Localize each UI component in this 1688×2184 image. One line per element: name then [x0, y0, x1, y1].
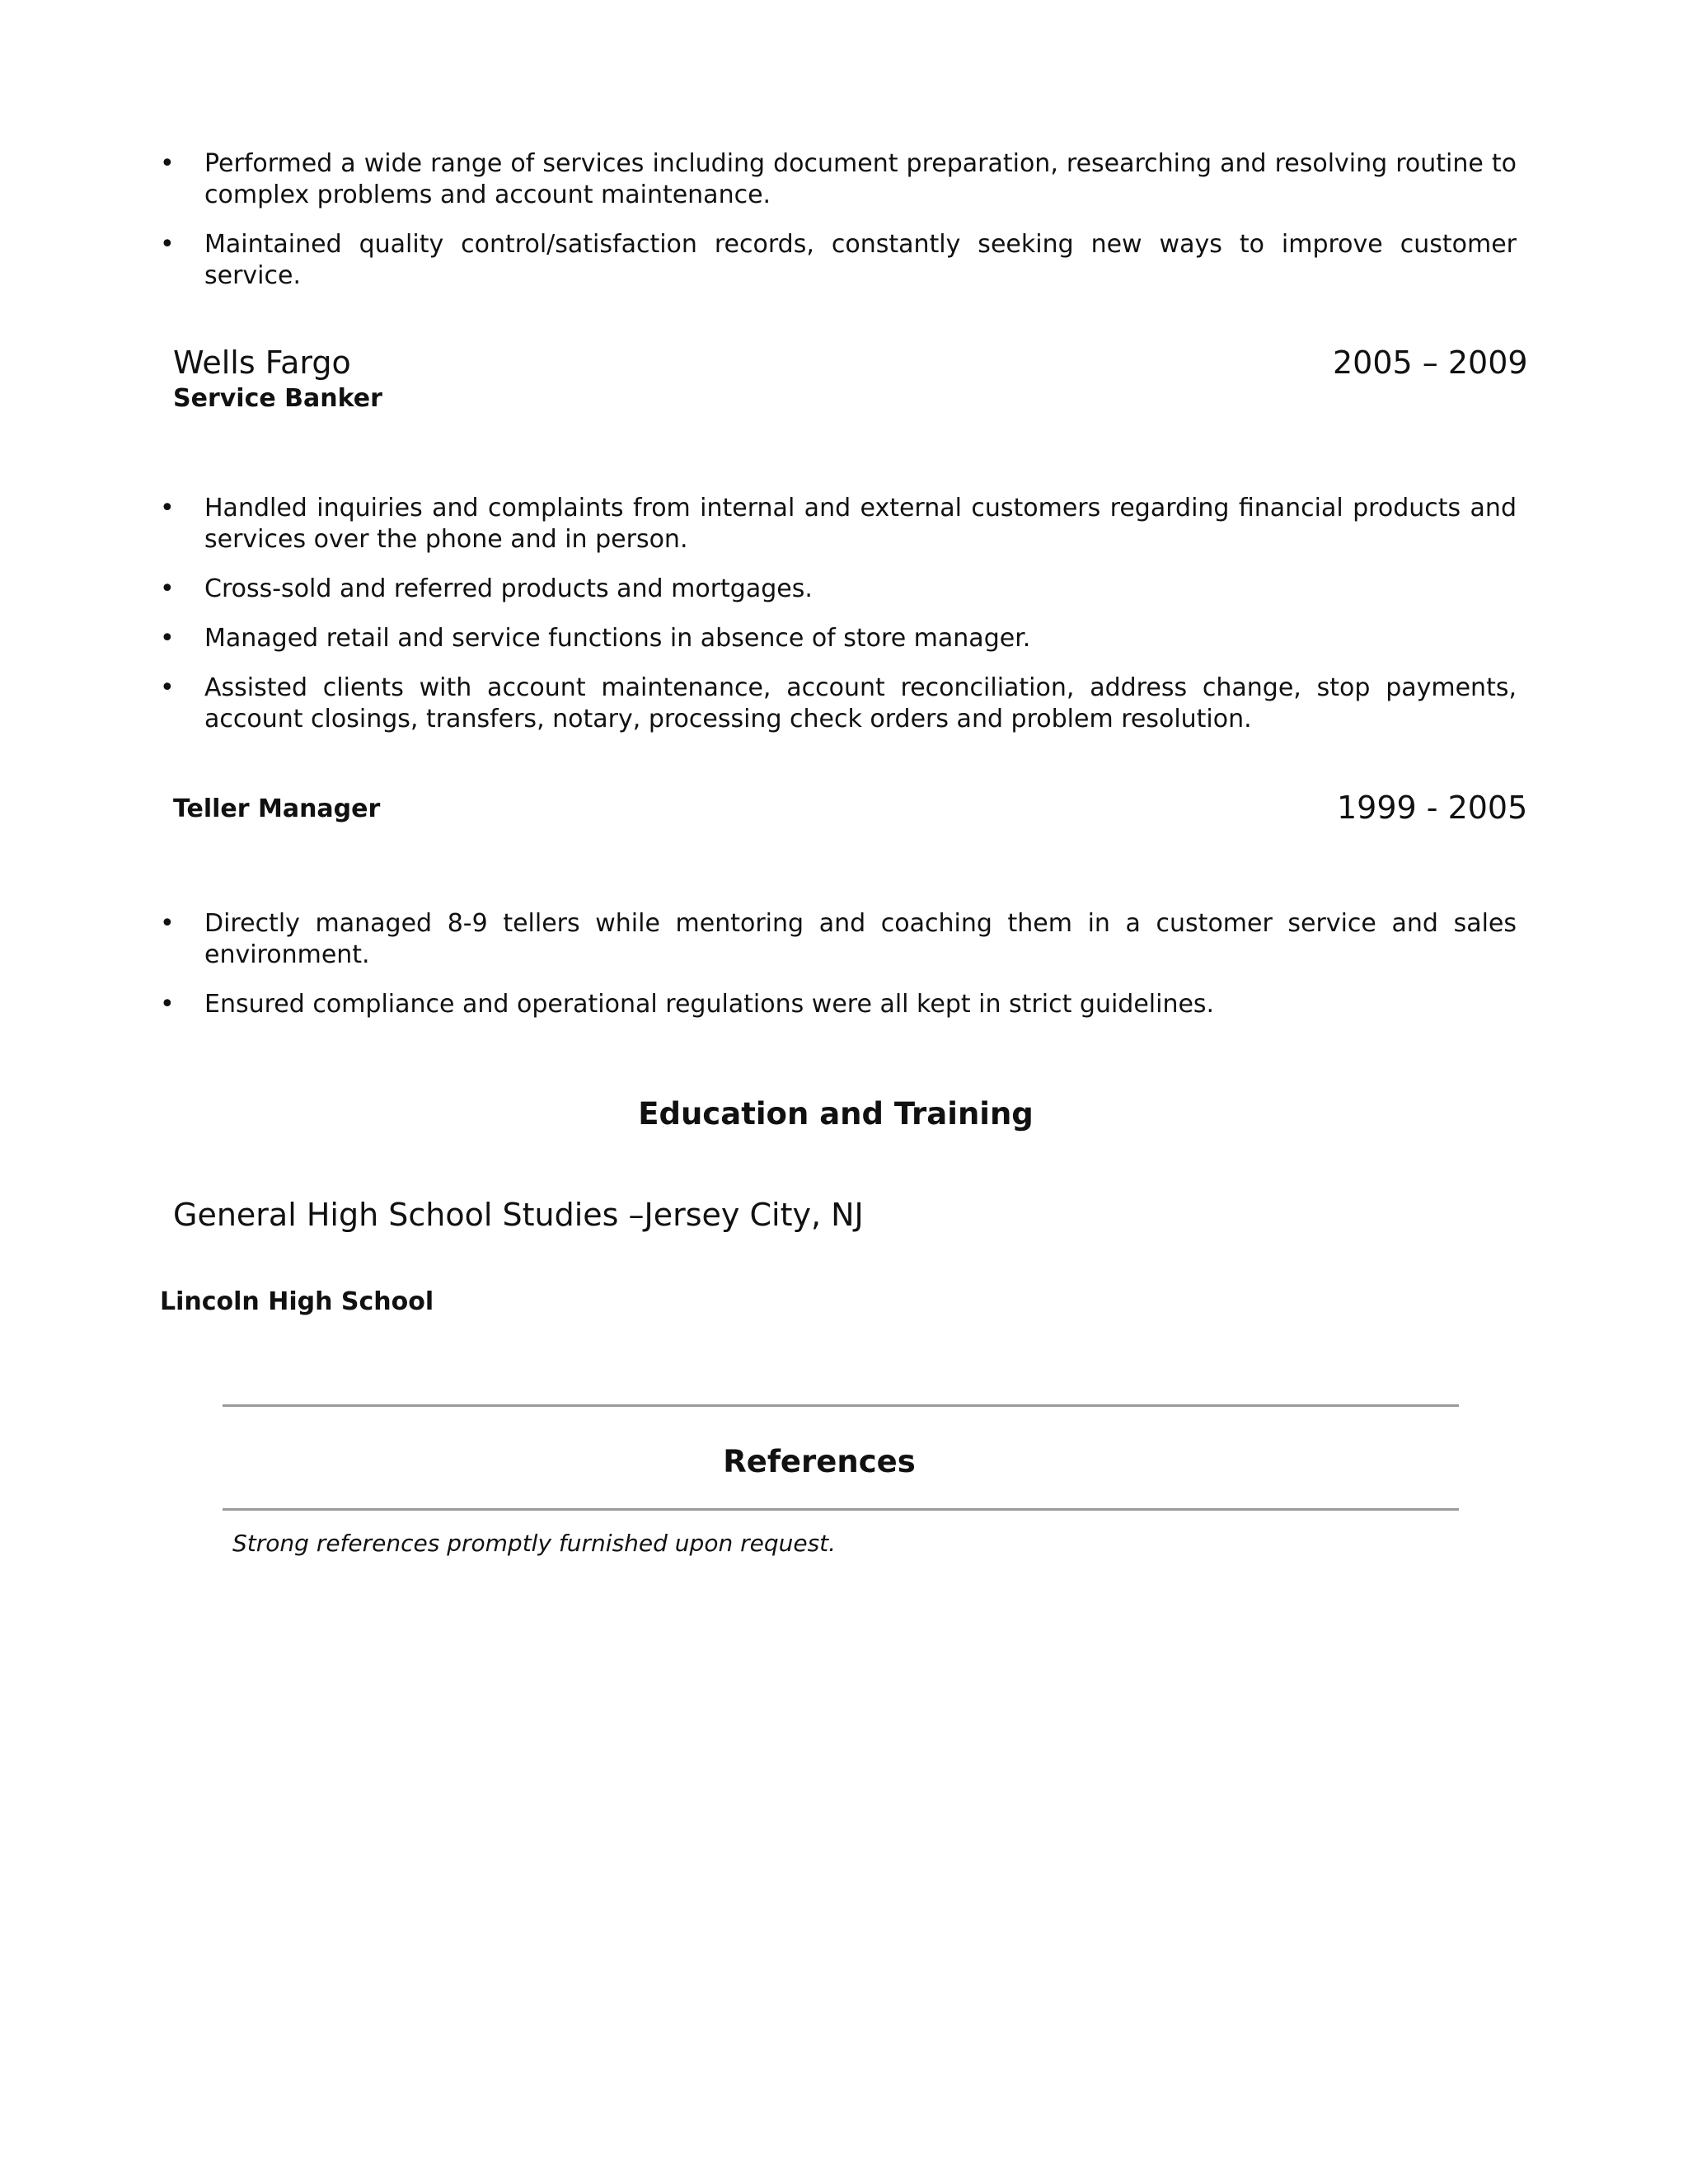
job3-bullet-list [157, 908, 1517, 1038]
list-item: • Cross-sold and referred products and mortgages. [160, 574, 813, 603]
list-item: • Assisted clients with account maintenance, account reconciliation, address change, stop payments, account closings, transfers, notary, processing check orders and problem resolution. [160, 673, 1517, 733]
references-text: Strong references promptly furnished upon request. [232, 1530, 837, 1557]
employer-name: Wells Fargo [173, 344, 351, 381]
list-item: • Managed retail and service functions in absence of store manager. [160, 624, 1031, 653]
list-item: • Directly managed 8-9 tellers while mentoring and coaching them in a customer service and sales environment. [160, 909, 1517, 969]
bullet-icon: • [160, 494, 175, 523]
job-title: Service Banker [173, 384, 382, 413]
school-name: Lincoln High School [160, 1287, 434, 1316]
bullet-icon: • [160, 990, 175, 1019]
education-heading: Education and Training [638, 1096, 1034, 1132]
bullet-icon: • [160, 673, 175, 702]
job2-bullet-list [157, 493, 1517, 753]
bullet-icon: • [160, 574, 175, 603]
list-item: • Handled inquiries and complaints from internal and external customers regarding financial products and services over the phone and in person. [160, 494, 1517, 554]
list-item: • Performed a wide range of services including document preparation, researching and resolving routine to complex problems and account maintenance. [160, 149, 1517, 209]
divider [223, 1508, 1459, 1511]
references-heading: References [723, 1444, 916, 1479]
list-item: • Ensured compliance and operational regulations were all kept in strict guidelines. [160, 990, 1215, 1019]
list-item: • Maintained quality control/satisfaction records, constantly seeking new ways to improve customer service. [160, 230, 1517, 290]
bullet-icon: • [160, 909, 175, 938]
bullet-icon: • [160, 624, 175, 653]
education-program: General High School Studies –Jersey City, NJ [173, 1197, 864, 1233]
divider [223, 1404, 1459, 1407]
job1-bullet-list [157, 148, 1517, 310]
bullet-icon: • [160, 149, 175, 178]
employment-dates: 1999 - 2005 [1337, 790, 1528, 826]
employment-dates: 2005 – 2009 [1333, 344, 1528, 381]
bullet-icon: • [160, 230, 175, 259]
job-title: Teller Manager [173, 794, 381, 823]
